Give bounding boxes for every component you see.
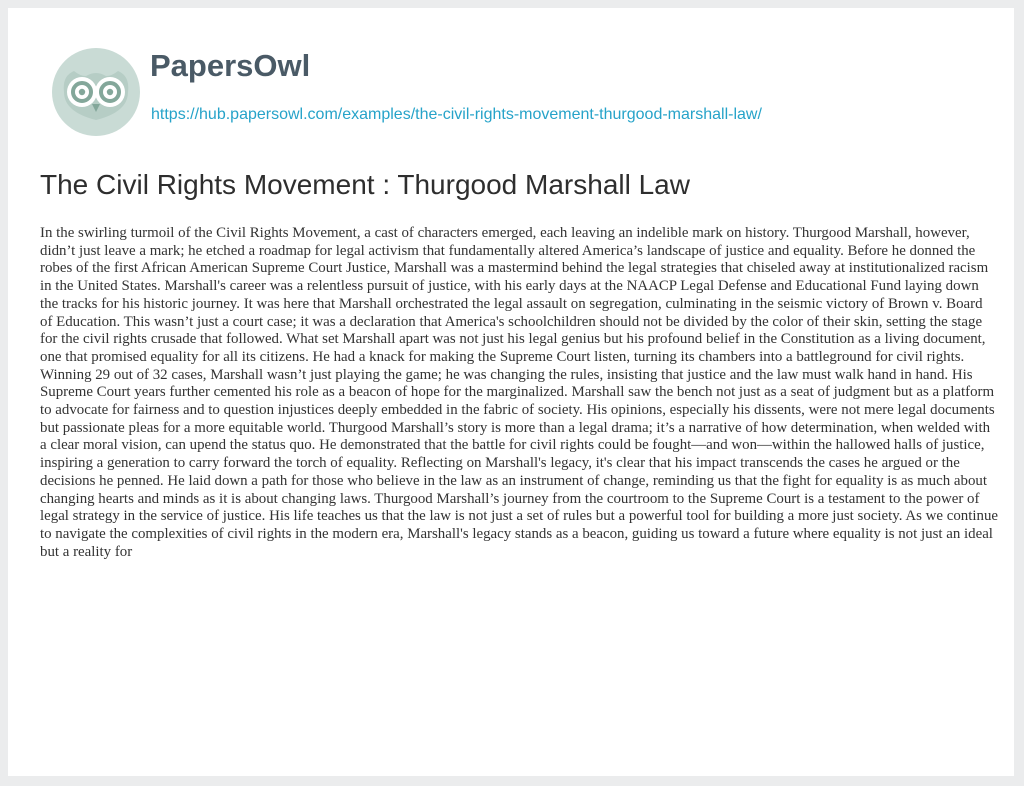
owl-logo-icon	[50, 46, 142, 138]
brand-name: PapersOwl	[150, 48, 311, 83]
page-frame	[8, 8, 1014, 776]
article-title: The Civil Rights Movement : Thurgood Marshall Law	[40, 169, 690, 200]
article-url-link[interactable]: https://hub.papersowl.com/examples/the-civil-rights-movement-thurgood-marshall-law/	[151, 106, 762, 123]
article-body: In the swirling turmoil of the Civil Rights Movement, a cast of characters emerged, each leaving an indelible mark on history. Thurgood Marshall, however, didn’t just leave a mark; he etched a roadmap for legal activism that fundamentally altered America’s landscape of justice and equality. Before he donned the robes of the first African American Supreme Court Justice, Marshall was a mastermind behind the legal strategies that chiseled away at institutionalized racism in the United States. Marshall's career was a relentless pursuit of justice, with his early days at the NAACP Legal Defense and Educational Fund laying down the tracks for his historic journey. It was here that Marshall orchestrated the legal assault on segregation, culminating in the seismic victory of Brown v. Board of Education. This wasn’t just a court case; it was a declaration that America's schoolchildren should not be divided by the color of their skin, setting the stage for the civil rights crusade that followed. What set Marshall apart was not just his legal genius but his profound belief in the Constitution as a living document, one that promised equality for all its citizens. He had a knack for making the Supreme Court listen, turning its chambers into a battleground for civil rights. Winning 29 out of 32 cases, Marshall wasn’t just playing the game; he was changing the rules, insisting that justice and the law must walk hand in hand. His Supreme Court years further cemented his role as a beacon of hope for the marginalized. Marshall saw the bench not just as a seat of judgment but as a platform to advocate for fairness and to question injustices deeply embedded in the fabric of society. His opinions, especially his dissents, were not mere legal documents but passionate pleas for a more equitable world. Thurgood Marshall’s story is more than a legal drama; it’s a narrative of how determination, when welded with a clear moral vision, can upend the status quo. He demonstrated that the battle for civil rights could be fought—and won—within the hallowed halls of justice, inspiring a generation to carry forward the torch of equality. Reflecting on Marshall's legacy, it's clear that his impact transcends the cases he argued or the decisions he penned. He laid down a path for those who believe in the law as an instrument of change, reminding us that the fight for equality is as much about changing hearts and minds as it is about changing laws. Thurgood Marshall’s journey from the courtroom to the Supreme Court is a testament to the power of legal strategy in the service of justice. His life teaches us that the law is not just a set of rules but a powerful tool for building a more just society. As we continue to navigate the complexities of civil rights in the modern era, Marshall's legacy stands as a beacon, guiding us toward a future where equality is not just an ideal but a reality for	[40, 225, 999, 560]
